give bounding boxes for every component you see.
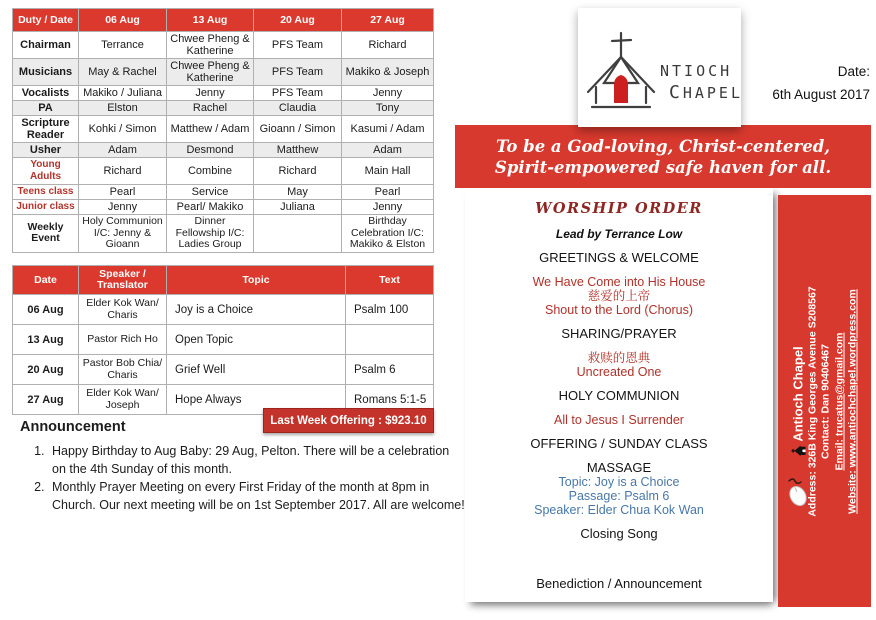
schedule-date: 06 Aug — [13, 295, 79, 325]
column-header: Speaker / Translator — [79, 266, 167, 295]
table-row — [13, 143, 434, 158]
church-door — [614, 75, 628, 103]
column-header: Date — [13, 266, 79, 295]
worship-block — [465, 475, 773, 517]
column-header: 27 Aug — [342, 9, 434, 32]
table-row — [13, 185, 434, 200]
sidebar-contact: Contact: Dan 90406467 — [819, 343, 831, 459]
worship-line: GREETINGS & WELCOME — [539, 250, 699, 265]
column-header: 06 Aug — [79, 9, 167, 32]
table-cell: PFS Team — [254, 32, 342, 59]
announcement-item: 2. Monthly Prayer Meeting on every First Friday of the month at 8pm in Church. Our next meeting will be on 1st September 2017. All are welcome! — [48, 479, 466, 514]
date-value: 6th August 2017 — [772, 87, 870, 102]
sidebar-email-link[interactable]: Email: trucatus@gmail.com — [832, 331, 845, 471]
mission-line2: Spirit-empowered safe haven for all. — [494, 157, 832, 177]
table-row — [13, 86, 434, 101]
table-cell: Kohki / Simon — [79, 116, 167, 143]
row-label: Musicians — [13, 59, 79, 86]
table-row — [13, 32, 434, 59]
table-cell: Claudia — [254, 101, 342, 116]
table-cell: Makiko / Juliana — [79, 86, 167, 101]
table-cell: Kasumi / Adam — [342, 116, 434, 143]
sidebar-website-link[interactable]: Website: www.antiochchapel.wordpress.com — [846, 288, 858, 514]
table-cell: Gioann / Simon — [254, 116, 342, 143]
logo-line1: NTIOCH — [660, 62, 733, 80]
row-label: Junior class — [13, 200, 79, 215]
logo-line2: CHAPEL — [669, 82, 743, 103]
table-cell: Matthew — [254, 143, 342, 158]
table-cell: PFS Team — [254, 59, 342, 86]
announcement-title: Announcement — [20, 419, 126, 435]
table-row — [13, 158, 434, 185]
sidebar-church-name-text: Antioch Chapel — [789, 345, 805, 442]
last-week-offering-badge: Last Week Offering : $923.10 — [263, 408, 434, 433]
worship-line: 慈爱的上帝 — [587, 289, 651, 303]
worship-order-blocks — [465, 227, 773, 591]
announcement-list — [20, 443, 466, 515]
row-label: Weekly Event — [13, 215, 79, 253]
worship-line: Speaker: Elder Chua Kok Wan — [534, 503, 704, 517]
worship-block — [465, 577, 773, 591]
table-row — [13, 59, 434, 86]
table-cell — [254, 215, 342, 253]
row-label: Young Adults — [13, 158, 79, 185]
table-cell: May — [254, 185, 342, 200]
computer-mouse-icon — [786, 477, 812, 511]
schedule-speaker: Pastor Bob Chia/ Charis — [79, 355, 167, 385]
worship-order-sheet — [465, 188, 773, 602]
table-row — [13, 116, 434, 143]
worship-block — [465, 461, 773, 475]
column-header: Topic — [167, 266, 346, 295]
table-cell: Terrance — [79, 32, 167, 59]
row-label: Vocalists — [13, 86, 79, 101]
table-cell: Pearl — [342, 185, 434, 200]
table-cell: Birthday Celebration I/C: Makiko & Elston — [342, 215, 434, 253]
schedule-topic: Grief Well — [167, 355, 346, 385]
table-cell: Tony — [342, 101, 434, 116]
date-label: Date: — [837, 64, 870, 79]
worship-line: Benediction / Announcement — [536, 576, 702, 591]
table-cell: Adam — [79, 143, 167, 158]
table-row — [13, 101, 434, 116]
worship-block — [465, 251, 773, 265]
schedule-topic: Joy is a Choice — [167, 295, 346, 325]
table-cell: Richard — [342, 32, 434, 59]
schedule-text: Romans 5:1-5 — [346, 385, 434, 415]
column-header: Text — [346, 266, 434, 295]
schedule-topic: Open Topic — [167, 325, 346, 355]
table-row — [13, 325, 434, 355]
church-logo-icon — [584, 30, 660, 112]
worship-block — [465, 227, 773, 241]
contact-sidebar — [778, 195, 871, 607]
table-cell: Chwee Pheng & Katherine — [167, 32, 254, 59]
worship-block — [465, 413, 773, 427]
table-cell: Makiko & Joseph — [342, 59, 434, 86]
table-cell: Pearl/ Makiko — [167, 200, 254, 215]
contact-sidebar-rotated-text — [778, 195, 871, 607]
sermon-schedule-body — [13, 295, 434, 415]
worship-block — [465, 527, 773, 541]
mission-line1: To be a God-loving, Christ-centered, — [496, 136, 830, 156]
worship-block — [465, 389, 773, 403]
table-cell: Richard — [254, 158, 342, 185]
schedule-date: 27 Aug — [13, 385, 79, 415]
sermon-schedule-header-row — [13, 266, 434, 295]
schedule-topic: Hope Always — [167, 385, 346, 415]
worship-line: HOLY COMMUNION — [558, 388, 680, 403]
worship-line: SHARING/PRAYER — [561, 326, 677, 341]
row-label: Teens class — [13, 185, 79, 200]
announcement-item: 1. Happy Birthday to Aug Baby: 29 Aug, Pelton. There will be a celebration on the 4th Sunday of this month. — [48, 443, 466, 478]
worship-order-title: WORSHIP ORDER — [535, 200, 703, 217]
table-cell: Juliana — [254, 200, 342, 215]
small-church-icon — [791, 445, 805, 456]
schedule-speaker: Elder Kok Wan/ Charis — [79, 295, 167, 325]
table-cell: May & Rachel — [79, 59, 167, 86]
column-header: 13 Aug — [167, 9, 254, 32]
sermon-schedule-table — [12, 265, 434, 415]
table-cell: Main Hall — [342, 158, 434, 185]
sidebar-address: Address: 326B King Georges Avenue S208567 — [805, 285, 818, 517]
table-row — [13, 355, 434, 385]
table-cell: Desmond — [167, 143, 254, 158]
column-header: 20 Aug — [254, 9, 342, 32]
worship-line: Topic: Joy is a Choice — [558, 475, 680, 489]
worship-line: Uncreated One — [576, 365, 662, 379]
mission-banner — [455, 125, 871, 188]
schedule-date: 20 Aug — [13, 355, 79, 385]
duty-roster-table — [12, 8, 434, 253]
table-cell: Matthew / Adam — [167, 116, 254, 143]
worship-line: Passage: Psalm 6 — [568, 489, 670, 503]
column-header: Duty / Date — [13, 9, 79, 32]
row-label: Scripture Reader — [13, 116, 79, 143]
table-cell: Jenny — [342, 86, 434, 101]
worship-line: OFFERING / SUNDAY CLASS — [530, 436, 708, 451]
worship-block — [465, 275, 773, 317]
worship-block — [465, 437, 773, 451]
row-label: Chairman — [13, 32, 79, 59]
table-row — [13, 295, 434, 325]
worship-block — [465, 327, 773, 341]
table-row — [13, 200, 434, 215]
duty-roster-body — [13, 32, 434, 253]
worship-block — [465, 351, 773, 379]
table-cell: Dinner Fellowship I/C: Ladies Group — [167, 215, 254, 253]
table-cell: Jenny — [342, 200, 434, 215]
schedule-date: 13 Aug — [13, 325, 79, 355]
table-cell: Combine — [167, 158, 254, 185]
table-cell: Rachel — [167, 101, 254, 116]
table-cell: Service — [167, 185, 254, 200]
worship-line: Shout to the Lord (Chorus) — [545, 303, 693, 317]
table-cell: Pearl — [79, 185, 167, 200]
table-cell: Holy Communion I/C: Jenny & Gioann — [79, 215, 167, 253]
duty-roster-header-row — [13, 9, 434, 32]
worship-line: Closing Song — [580, 526, 658, 541]
table-row — [13, 215, 434, 253]
table-cell: Richard — [79, 158, 167, 185]
schedule-text — [346, 325, 434, 355]
table-cell: Elston — [79, 101, 167, 116]
schedule-text: Psalm 100 — [346, 295, 434, 325]
worship-line: All to Jesus I Surrender — [554, 413, 684, 427]
logo-card — [578, 8, 741, 127]
row-label: PA — [13, 101, 79, 116]
table-cell: Adam — [342, 143, 434, 158]
worship-line: 救赎的恩典 — [587, 351, 651, 365]
sidebar-church-name — [790, 346, 806, 456]
worship-line: Lead by Terrance Low — [555, 227, 683, 241]
worship-line: MASSAGE — [586, 460, 652, 475]
schedule-speaker: Pastor Rich Ho — [79, 325, 167, 355]
schedule-text: Psalm 6 — [346, 355, 434, 385]
table-cell: PFS Team — [254, 86, 342, 101]
table-cell: Jenny — [79, 200, 167, 215]
row-label: Usher — [13, 143, 79, 158]
schedule-speaker: Elder Kok Wan/ Joseph — [79, 385, 167, 415]
table-cell: Chwee Pheng & Katherine — [167, 59, 254, 86]
date-block — [772, 60, 870, 106]
worship-line: We Have Come into His House — [532, 275, 706, 289]
logo-wordmark — [660, 60, 743, 104]
table-cell: Jenny — [167, 86, 254, 101]
